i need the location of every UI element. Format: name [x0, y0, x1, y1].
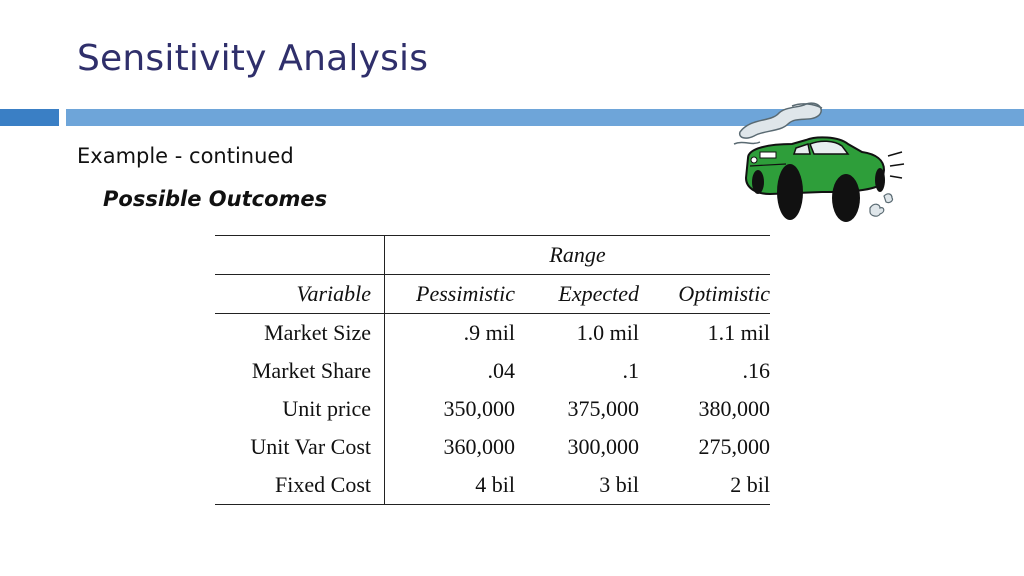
- header-optimistic: Optimistic: [639, 275, 770, 314]
- cell-expected: 3 bil: [515, 466, 639, 505]
- cell-optimistic: 1.1 mil: [639, 314, 770, 353]
- cell-pessimistic: .9 mil: [385, 314, 516, 353]
- table-row: [215, 466, 770, 505]
- header-expected: Expected: [515, 275, 639, 314]
- cell-optimistic: 2 bil: [639, 466, 770, 505]
- header-pessimistic: Pessimistic: [385, 275, 516, 314]
- cell-expected: 300,000: [567, 434, 639, 459]
- cell-pessimistic: 350,000: [443, 396, 515, 421]
- column-header-row: [215, 275, 770, 314]
- table-row: [215, 352, 770, 390]
- cell-pessimistic: 4 bil: [385, 466, 516, 505]
- cell-expected: .1: [622, 358, 639, 383]
- row-label: Market Share: [215, 352, 385, 390]
- car-icon: [730, 100, 905, 230]
- table-row: [215, 390, 770, 428]
- outcomes-table: [215, 235, 770, 505]
- accent-bar-left: [0, 109, 59, 126]
- cell-expected: 375,000: [567, 396, 639, 421]
- row-label: Market Size: [215, 314, 385, 353]
- cell-optimistic: 380,000: [698, 396, 770, 421]
- table-row: [215, 428, 770, 466]
- empty-corner-cell: [215, 236, 385, 275]
- range-header-row: [215, 236, 770, 275]
- cell-expected: 1.0 mil: [515, 314, 639, 353]
- row-label: Fixed Cost: [215, 466, 385, 505]
- cell-pessimistic: .04: [487, 358, 515, 383]
- row-label: Unit price: [215, 390, 385, 428]
- slide-title: Sensitivity Analysis: [77, 38, 429, 79]
- cell-pessimistic: 360,000: [443, 434, 515, 459]
- cell-optimistic: 275,000: [698, 434, 770, 459]
- sub-subtitle: Possible Outcomes: [103, 187, 328, 211]
- subtitle: Example - continued: [77, 144, 294, 168]
- cell-optimistic: .16: [742, 358, 770, 383]
- header-variable: Variable: [215, 275, 385, 314]
- range-header: Range: [385, 236, 771, 275]
- row-label: Unit Var Cost: [215, 428, 385, 466]
- table-row: [215, 314, 770, 353]
